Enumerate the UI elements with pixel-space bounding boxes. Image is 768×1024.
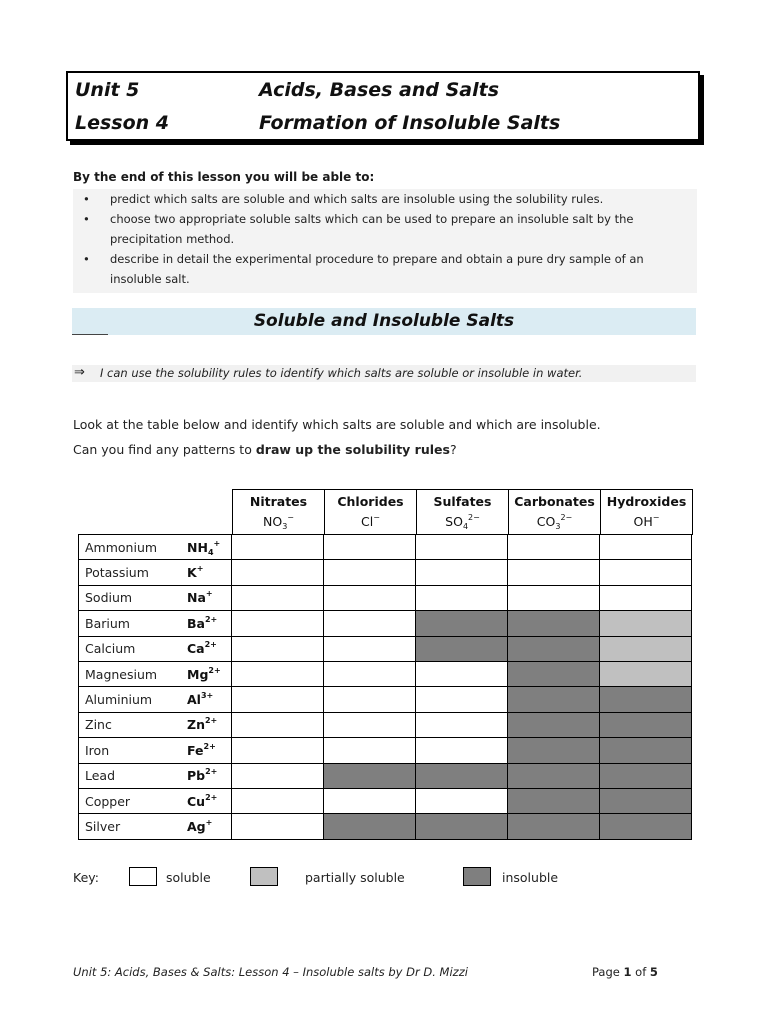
cation-name: Zinc bbox=[79, 712, 188, 737]
cation-name: Copper bbox=[79, 788, 188, 813]
solubility-cell-soluble[interactable] bbox=[324, 738, 416, 763]
solubility-cell-insoluble[interactable] bbox=[508, 712, 600, 737]
solubility-cell-soluble[interactable] bbox=[416, 661, 508, 686]
objective-item: • choose two appropriate soluble salts which can be used to prepare an insoluble salt by the bbox=[73, 209, 697, 229]
cation-symbol: $Fe^{2+}$ bbox=[187, 738, 232, 763]
learning-goal bbox=[72, 365, 696, 382]
solubility-cell-soluble[interactable] bbox=[508, 585, 600, 610]
solubility-cell-soluble[interactable] bbox=[232, 712, 324, 737]
solubility-cell-soluble[interactable] bbox=[324, 788, 416, 813]
bullet-icon: • bbox=[83, 252, 90, 266]
solubility-cell-partial[interactable] bbox=[600, 661, 692, 686]
cation-name: Ammonium bbox=[79, 535, 188, 560]
table-row bbox=[79, 611, 692, 636]
solubility-cell-soluble[interactable] bbox=[416, 585, 508, 610]
solubility-cell-soluble[interactable] bbox=[232, 687, 324, 712]
cation-symbol: $Ba^{2+}$ bbox=[187, 611, 232, 636]
solubility-cell-insoluble[interactable] bbox=[600, 788, 692, 813]
lesson-label: Lesson 4 bbox=[75, 112, 170, 134]
table-row bbox=[79, 712, 692, 737]
page-number: Page 1 of 5 bbox=[592, 965, 658, 979]
anion-header-nitrates: Nitrates $NO_3^-$ bbox=[233, 490, 325, 535]
key-swatch-partial bbox=[250, 867, 278, 886]
table-row bbox=[79, 687, 692, 712]
key-label: Key: bbox=[73, 870, 99, 885]
solubility-cell-insoluble[interactable] bbox=[416, 814, 508, 839]
anion-header-hydroxides: Hydroxides OH− bbox=[601, 490, 693, 535]
solubility-cell-insoluble[interactable] bbox=[600, 712, 692, 737]
solubility-cell-partial[interactable] bbox=[600, 611, 692, 636]
section-title: Soluble and Insoluble Salts bbox=[253, 311, 515, 331]
solubility-cell-insoluble[interactable] bbox=[416, 636, 508, 661]
table-row bbox=[79, 535, 692, 560]
divider bbox=[72, 334, 108, 335]
solubility-cell-partial[interactable] bbox=[600, 636, 692, 661]
objectives-title: By the end of this lesson you will be able to: bbox=[73, 170, 375, 184]
solubility-cell-insoluble[interactable] bbox=[416, 763, 508, 788]
cation-symbol: $Al^{3+}$ bbox=[187, 687, 232, 712]
cation-symbol: $Cu^{2+}$ bbox=[187, 788, 232, 813]
table-row bbox=[79, 636, 692, 661]
footer-text: Unit 5: Acids, Bases & Salts: Lesson 4 – Insoluble salts by Dr D. Mizzi bbox=[73, 965, 468, 979]
solubility-cell-insoluble[interactable] bbox=[600, 763, 692, 788]
solubility-cell-soluble[interactable] bbox=[416, 738, 508, 763]
solubility-cell-soluble[interactable] bbox=[324, 585, 416, 610]
table-row bbox=[79, 661, 692, 686]
solubility-cell-soluble[interactable] bbox=[600, 560, 692, 585]
cation-name: Lead bbox=[79, 763, 188, 788]
cation-symbol: $Mg^{2+}$ bbox=[187, 661, 232, 686]
anion-header-sulfates: Sulfates $SO_4^{2-}$ bbox=[417, 490, 509, 535]
cation-name: Potassium bbox=[79, 560, 188, 585]
solubility-cell-soluble[interactable] bbox=[232, 738, 324, 763]
table-row bbox=[79, 814, 692, 839]
cation-symbol: Na+ bbox=[187, 585, 232, 610]
cation-symbol: $NH_4^+$ bbox=[187, 535, 232, 560]
solubility-cell-soluble[interactable] bbox=[232, 661, 324, 686]
cation-name: Calcium bbox=[79, 636, 188, 661]
solubility-cell-soluble[interactable] bbox=[416, 535, 508, 560]
anion-header-chlorides: Chlorides Cl− bbox=[325, 490, 417, 535]
solubility-cell-insoluble[interactable] bbox=[324, 814, 416, 839]
anion-header-row bbox=[232, 489, 693, 535]
solubility-cell-insoluble[interactable] bbox=[508, 738, 600, 763]
solubility-cell-insoluble[interactable] bbox=[508, 814, 600, 839]
arrow-right-icon: ⇒ bbox=[74, 365, 85, 380]
solubility-cell-insoluble[interactable] bbox=[508, 687, 600, 712]
lesson-title: Formation of Insoluble Salts bbox=[259, 112, 561, 134]
solubility-cell-soluble[interactable] bbox=[232, 814, 324, 839]
objectives-list bbox=[73, 189, 697, 293]
key-insoluble-label: insoluble bbox=[502, 870, 559, 885]
intro-line-2: Can you find any patterns to draw up the solubility rules? bbox=[73, 442, 457, 457]
solubility-cell-soluble[interactable] bbox=[416, 560, 508, 585]
cation-symbol: $Ca^{2+}$ bbox=[187, 636, 232, 661]
solubility-cell-soluble[interactable] bbox=[232, 560, 324, 585]
solubility-cell-soluble[interactable] bbox=[508, 560, 600, 585]
objective-item: • describe in detail the experimental procedure to prepare and obtain a pure dry sample of an bbox=[73, 249, 697, 269]
intro-line-1: Look at the table below and identify which salts are soluble and which are insoluble. bbox=[73, 417, 601, 432]
cation-name: Iron bbox=[79, 738, 188, 763]
key-swatch-soluble bbox=[129, 867, 157, 886]
solubility-cell-insoluble[interactable] bbox=[508, 788, 600, 813]
solubility-cell-soluble[interactable] bbox=[508, 535, 600, 560]
bullet-icon: • bbox=[83, 212, 90, 226]
solubility-cell-soluble[interactable] bbox=[324, 712, 416, 737]
solubility-cell-soluble[interactable] bbox=[232, 535, 324, 560]
solubility-table bbox=[78, 534, 692, 840]
solubility-cell-soluble[interactable] bbox=[324, 661, 416, 686]
solubility-cell-soluble[interactable] bbox=[324, 636, 416, 661]
solubility-cell-soluble[interactable] bbox=[324, 611, 416, 636]
cation-name: Barium bbox=[79, 611, 188, 636]
solubility-cell-soluble[interactable] bbox=[232, 763, 324, 788]
solubility-cell-insoluble[interactable] bbox=[508, 763, 600, 788]
unit-title: Acids, Bases and Salts bbox=[259, 79, 500, 101]
solubility-cell-soluble[interactable] bbox=[324, 687, 416, 712]
anion-header-carbonates: Carbonates $CO_3^{2-}$ bbox=[509, 490, 601, 535]
table-row bbox=[79, 585, 692, 610]
cation-symbol: Ag+ bbox=[187, 814, 232, 839]
solubility-cell-insoluble[interactable] bbox=[324, 763, 416, 788]
cation-symbol: $Pb^{2+}$ bbox=[187, 763, 232, 788]
solubility-cell-soluble[interactable] bbox=[232, 788, 324, 813]
solubility-cell-soluble[interactable] bbox=[324, 560, 416, 585]
key-swatch-insoluble bbox=[463, 867, 491, 886]
solubility-cell-soluble[interactable] bbox=[416, 788, 508, 813]
cation-name: Sodium bbox=[79, 585, 188, 610]
solubility-cell-soluble[interactable] bbox=[416, 712, 508, 737]
key-partial-label: partially soluble bbox=[305, 870, 405, 885]
solubility-cell-soluble[interactable] bbox=[232, 585, 324, 610]
table-row bbox=[79, 788, 692, 813]
solubility-cell-soluble[interactable] bbox=[600, 535, 692, 560]
cation-symbol: K+ bbox=[187, 560, 232, 585]
table-row bbox=[79, 763, 692, 788]
solubility-cell-insoluble[interactable] bbox=[600, 814, 692, 839]
learning-goal-text: I can use the solubility rules to identify which salts are soluble or insoluble in water. bbox=[100, 366, 583, 380]
table-row bbox=[79, 560, 692, 585]
cation-name: Silver bbox=[79, 814, 188, 839]
solubility-cell-insoluble[interactable] bbox=[508, 636, 600, 661]
objective-item-continuation: precipitation method. bbox=[110, 232, 235, 246]
solubility-cell-insoluble[interactable] bbox=[416, 611, 508, 636]
unit-label: Unit 5 bbox=[75, 79, 140, 101]
solubility-cell-insoluble[interactable] bbox=[508, 661, 600, 686]
table-row bbox=[79, 738, 692, 763]
solubility-cell-soluble[interactable] bbox=[416, 687, 508, 712]
objective-item: • predict which salts are soluble and which salts are insoluble using the solubility rules. bbox=[73, 189, 697, 209]
solubility-cell-soluble[interactable] bbox=[232, 636, 324, 661]
bullet-icon: • bbox=[83, 192, 90, 206]
objective-item-continuation: insoluble salt. bbox=[110, 272, 190, 286]
lesson-header bbox=[66, 71, 700, 141]
cation-name: Aluminium bbox=[79, 687, 188, 712]
section-heading-band bbox=[72, 308, 696, 335]
solubility-cell-insoluble[interactable] bbox=[600, 687, 692, 712]
solubility-cell-soluble[interactable] bbox=[600, 585, 692, 610]
solubility-cell-insoluble[interactable] bbox=[600, 738, 692, 763]
solubility-cell-insoluble[interactable] bbox=[508, 611, 600, 636]
solubility-cell-soluble[interactable] bbox=[324, 535, 416, 560]
cation-symbol: $Zn^{2+}$ bbox=[187, 712, 232, 737]
solubility-cell-soluble[interactable] bbox=[232, 611, 324, 636]
key-soluble-label: soluble bbox=[166, 870, 211, 885]
cation-name: Magnesium bbox=[79, 661, 188, 686]
